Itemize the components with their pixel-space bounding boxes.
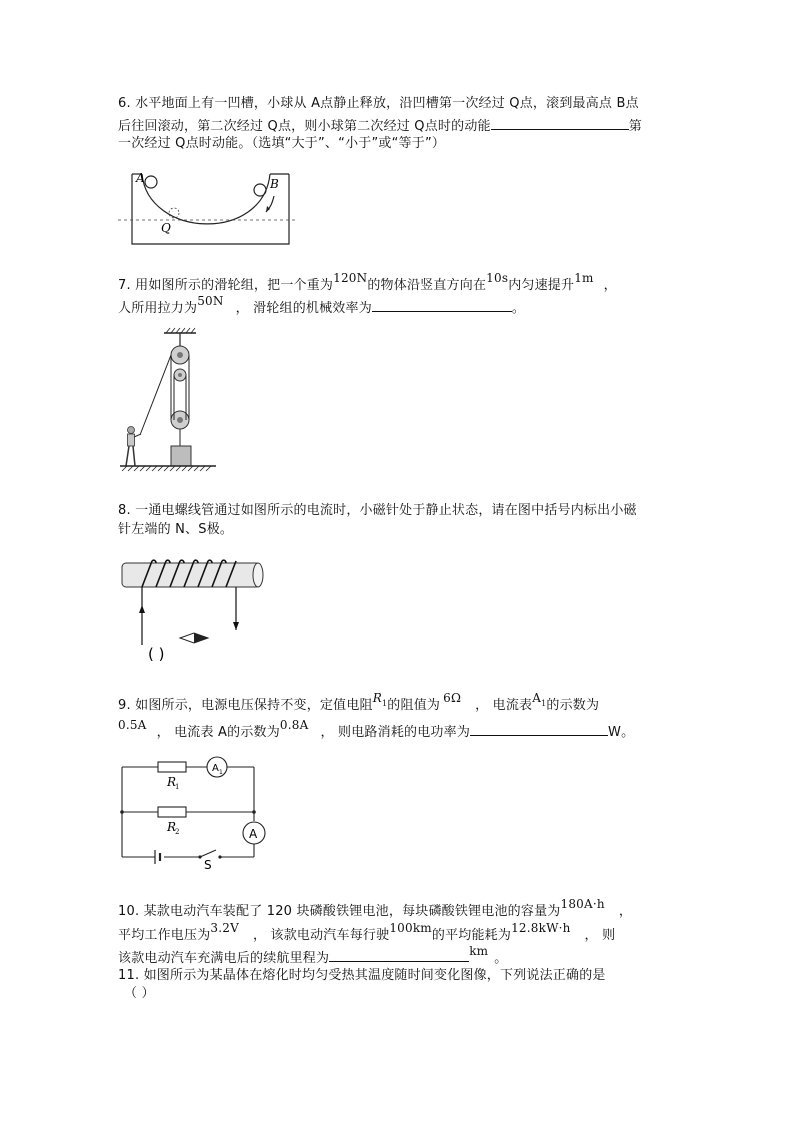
r2-label-sub: 2 [175,828,180,836]
q9-r1-sub: 1 [382,699,388,708]
q9-r1: R [372,691,382,705]
q9-line-1 [118,691,600,715]
person-icon [126,427,141,467]
q8-line-2: 针左端的 N、S极。 [118,522,234,537]
pole-bracket: ( ) [148,645,165,663]
q9-text-c: ， 电流表 [475,698,533,713]
q10-text-c: 平均工作电压为 [118,928,211,943]
q6-line-1: 6. 水平地面上有一凹槽，小球从 A点静止释放，沿凹槽第一次经过 Q点，滚到最高点 B点 [118,96,639,111]
q10-text-d: ， 该款电动汽车每行驶 [252,928,390,943]
q7-text-g: 。 [511,301,526,316]
q10-voltage: 3.2V [210,921,239,935]
q10-energy: 12.8kW·h [511,921,571,935]
q9-a1-sub: 1 [541,699,547,708]
q7-line-1 [118,271,617,294]
q9-answer-blank[interactable] [470,722,608,736]
q8-line-1: 8. 一通电螺线管通过如图所示的电流时，小磁针处于静止状态，请在图中括号内标出小磁 [118,503,637,518]
q7-weight: 120N [333,271,368,285]
q9-text-f: ， 则电路消耗的电功率为 [320,725,471,740]
current-down-arrow-icon [233,622,239,630]
label-q: Q [161,221,171,235]
q7-text-c: 内匀速提升 [508,278,575,293]
q11-line-1: 11. 如图所示为某晶体在熔化时均匀受热其温度随时间变化图像，下列说法正确的是 [118,968,606,983]
q10-line-1 [118,897,633,920]
label-b: B [270,177,279,191]
load-block-icon [171,446,191,466]
current-up-arrow-icon [139,605,145,613]
q9-a-reading: 0.8A [279,718,309,732]
q9-text-a: 9. 如图所示，电源电压保持不变，定值电阻 [118,698,373,713]
q6-line-2 [118,116,642,135]
q6-answer-blank[interactable] [491,116,629,130]
q7-force: 50N [197,294,224,308]
q9-a1-reading: 0.5A [118,718,147,732]
q7-text-d: ， [603,278,617,293]
q7-text-e: 人所用拉力为 [118,301,198,316]
ammeter-a1-label: A [212,763,219,774]
ammeter-a1-sub: 1 [219,769,223,776]
q10-text-b: ， [618,904,633,919]
q7-pulley-figure [118,325,218,475]
q7-line-2 [118,294,526,317]
q9-resistance: 6Ω [443,691,462,705]
q10-line-2 [118,921,616,944]
ammeter-a-label: A [249,827,258,841]
q10-unit: km [469,944,489,958]
q10-text-e: 的平均能耗为 [431,928,512,943]
q10-capacity: 180A·h [560,897,605,911]
compass-needle-icon [180,633,208,643]
q7-time: 10s [486,271,509,285]
q6-groove-figure [118,168,298,248]
q6-line-2-text: 后往回滚动，第二次经过 Q点，则小球第二次经过 Q点时的动能 [118,119,491,134]
q8-solenoid-figure [118,555,268,665]
q10-text-h: 。 [494,951,508,966]
q7-text-b: 的物体沿竖直方向在 [367,278,487,293]
q11-choice-bracket[interactable]: （ ） [124,986,155,1001]
q9-text-e: ， 电流表 A的示数为 [156,725,280,740]
q9-a1: A [532,691,542,705]
q10-answer-blank[interactable] [329,948,469,962]
r1-label-sub: 1 [175,783,180,791]
q9-text-b: 的阻值为 [387,698,441,713]
q6-line-2-tail: 第 [628,119,642,134]
q7-height: 1m [574,271,594,285]
q9-text-g: W。 [608,725,635,740]
q7-answer-blank[interactable] [372,298,512,312]
q10-text-f: ， 则 [584,928,616,943]
q6-line-3: 一次经过 Q点时动能。（选填“大于”、“小于”或“等于”） [118,136,446,151]
q10-line-3 [118,944,508,967]
r1-label: R [167,775,177,789]
q9-line-2 [118,718,635,741]
r2-label: R [167,820,177,834]
ball-a-icon [145,176,157,188]
ball-b-icon [254,184,266,196]
q9-text-d: 的示数为 [546,698,600,713]
q10-text-a: 10. 某款电动汽车装配了 120 块磷酸铁锂电池，每块磷酸铁锂电池的容量为 [118,904,561,919]
q10-text-g: 该款电动汽车充满电后的续航里程为 [118,951,330,966]
switch-label: S [204,858,212,872]
q9-circuit-figure [118,755,278,870]
label-a: A [136,171,145,185]
q10-distance: 100km [389,921,432,935]
q7-text-f: ， 滑轮组的机械效率为 [235,301,372,316]
q7-text-a: 7. 用如图所示的滑轮组，把一个重为 [118,278,334,293]
